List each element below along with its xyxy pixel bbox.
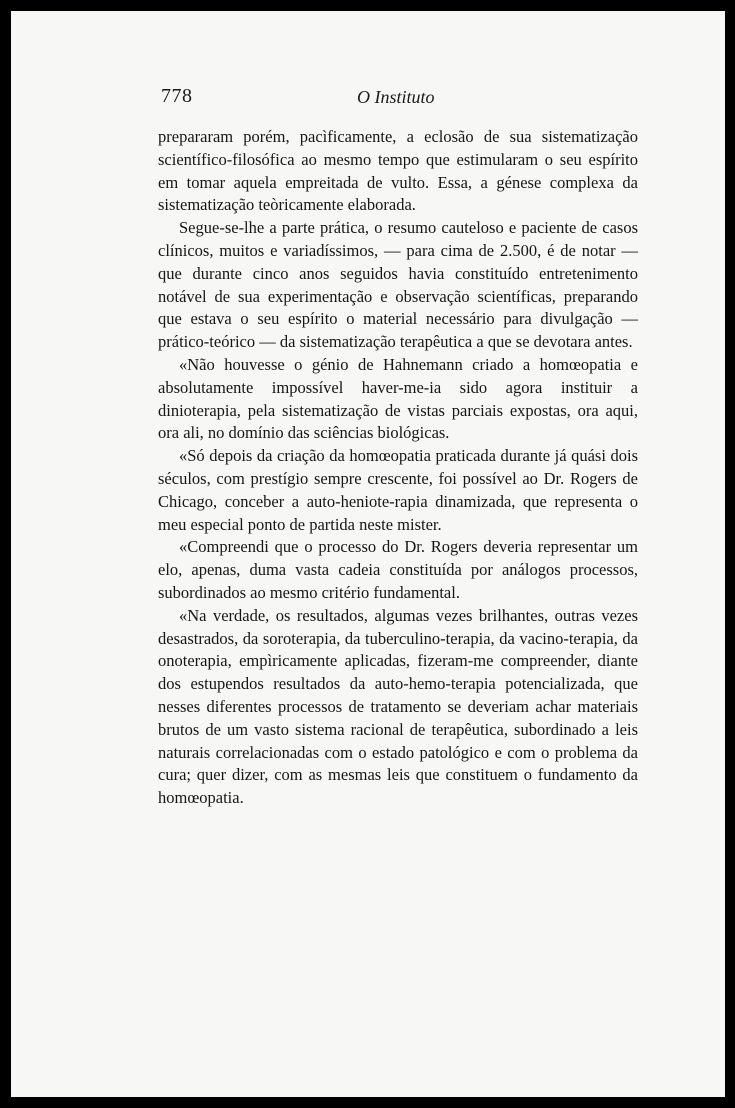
- running-title: O Instituto: [357, 87, 435, 107]
- page-header: [161, 85, 637, 115]
- paragraph-rogers-quote: «Só depois da criação da homœopatia praticada durante já quási dois séculos, com prestígio sempre crescente, foi possível ao Dr. Rogers de Chicago, conceber a auto-heniote-rapia dinamizada, que representa o meu especial ponto de partida neste mister.: [158, 446, 638, 534]
- paragraph-hahnemann-quote: «Não houvesse o génio de Hahnemann criado a homœopatia e absolutamente impossível haver-me-ia sido agora instituir a dinioterapia, pela sistematização de vistas parciais expostas, ora aqui, ora ali, no domínio das sciências biológicas.: [158, 354, 638, 443]
- paragraph-chain-quote: «Compreendi que o processo do Dr. Rogers deveria representar um elo, apenas, duma vasta cadeia constituída por análogos processos, subordinados ao mesmo critério fundamental.: [158, 537, 638, 602]
- paragraph-practical-part: Segue-se-lhe a parte prática, o resumo cauteloso e paciente de casos clínicos, muitos e variadíssimos, — para cima de 2.500, é de notar — que durante cinco anos seguidos havia constituído entretenimento notável de sua experimentação e observação scientíficas, preparando que estava o seu espírito o material necessário para divulgação — prático-teórico — da sistematização terapêutica a que se devotara antes.: [158, 218, 638, 352]
- page-number: 778: [161, 85, 193, 107]
- body-text: [158, 126, 638, 810]
- book-page: [11, 11, 725, 1097]
- paragraph-results-quote: «Na verdade, os resultados, algumas vezes brilhantes, outras vezes desastrados, da soroterapia, da tuberculino-terapia, da vacino-terapia, da onoterapia, empìricamente aplicadas, fizeram-me compreender, diante dos estupendos resultados da auto-hemo-terapia potencializada, que nesses diferentes processos de tratamento se deveriam achar materiais brutos de um vasto sistema racional de terapêutica, subordinado a leis naturais correlacionadas com o estado patológico e com o problema da cura; quer dizer, com as mesmas leis que constituem o fundamento da homœopatia.: [158, 605, 638, 808]
- paragraph-continuation: prepararam porém, pacìficamente, a eclosão de sua sistematização scientífico-filosófica ao mesmo tempo que estimularam o seu espírito em tomar aquela empreitada de vulto. Essa, a génese complexa da sistematização teòricamente elaborada.: [158, 127, 638, 215]
